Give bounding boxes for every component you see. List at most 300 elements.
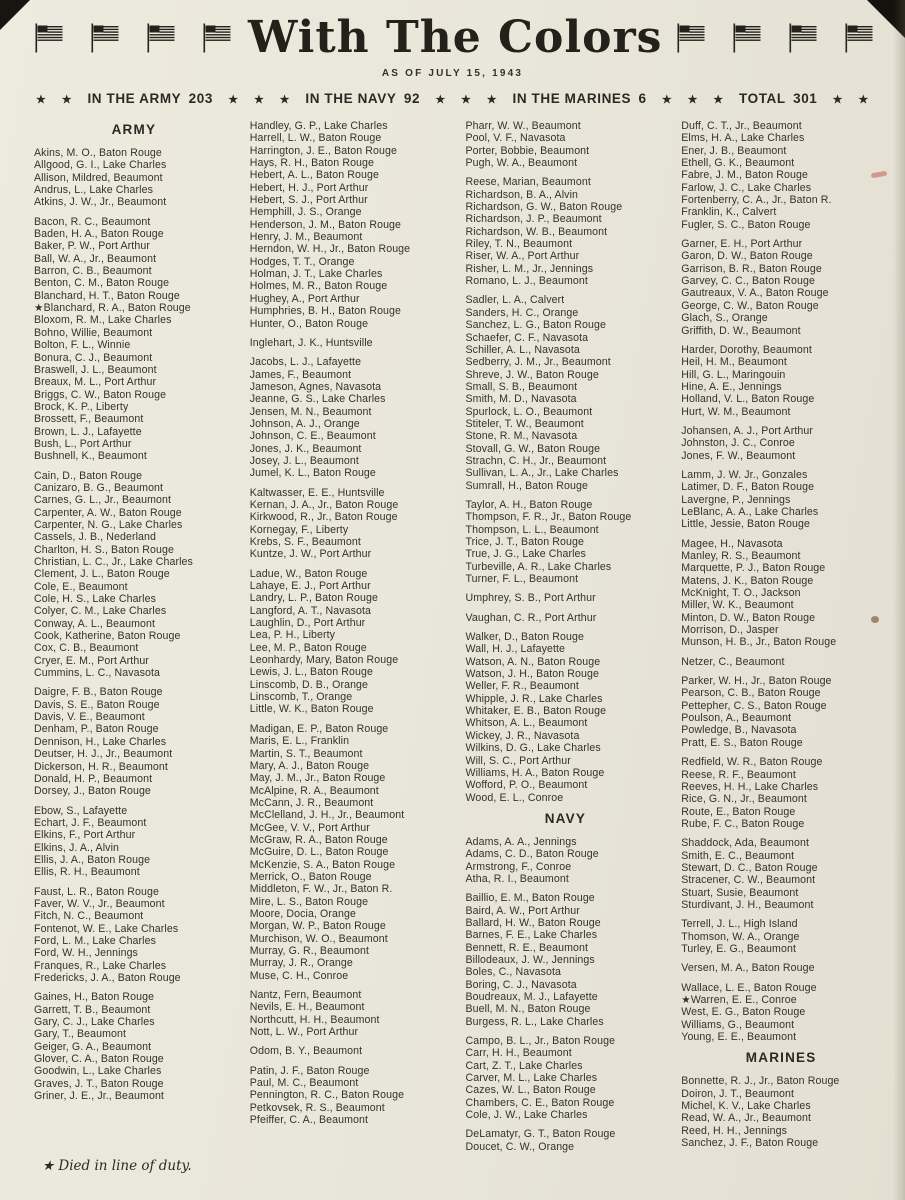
list-item: Stovall, G. W., Baton Rouge	[465, 442, 601, 455]
list-item: Wood, E. L., Conroe	[465, 791, 564, 804]
list-item: Reese, R. F., Beaumont	[681, 768, 796, 781]
list-item: Shaddock, Ada, Beaumont	[681, 837, 809, 850]
flag-group-right	[676, 23, 876, 53]
list-item: Parker, W. H., Jr., Baton Rouge	[681, 675, 832, 688]
list-item: Campo, B. L., Jr., Baton Rouge	[465, 1035, 616, 1048]
list-item: True, J. G., Lake Charles	[465, 548, 586, 561]
list-item: Redfield, W. R., Baton Rouge	[681, 756, 823, 769]
list-item: Whitson, A. L., Beaumont	[465, 717, 588, 730]
list-item: Garrett, T. B., Beaumont	[34, 1003, 151, 1016]
list-item: Briggs, C. W., Baton Rouge	[34, 388, 167, 401]
list-item: Murray, J. R., Orange	[249, 957, 353, 970]
flag-group-left	[34, 23, 234, 53]
list-item: Murchison, W. O., Beaumont	[249, 932, 388, 945]
star-icon: ★	[253, 94, 265, 106]
list-item: Johansen, A. J., Port Arthur	[681, 424, 814, 437]
star-icon: ★	[36, 94, 47, 106]
list-item: Martin, S. T., Beaumont	[249, 747, 363, 760]
list-item: Fortenberry, C. A., Jr., Baton R.	[681, 194, 832, 207]
list-item: Cox, C. B., Beaumont	[34, 642, 139, 655]
list-item: James, F., Beaumont	[249, 368, 352, 381]
name-column	[681, 120, 881, 1160]
star-icon: ★	[228, 94, 239, 106]
list-item: Little, Jessie, Baton Rouge	[681, 518, 810, 531]
list-item: Gaines, H., Baton Rouge	[34, 991, 155, 1004]
flag-icon	[34, 23, 66, 53]
list-item: Mire, L. S., Baton Rouge	[249, 895, 369, 908]
list-item: Johnston, J. C., Conroe	[681, 437, 795, 450]
list-item: Atkins, J. W., Jr., Beaumont	[34, 196, 167, 209]
list-item: Denham, P., Baton Rouge	[34, 723, 159, 736]
list-item: Buell, M. N., Baton Rouge	[465, 1003, 591, 1016]
list-item: Sadler, L. A., Calvert	[465, 294, 565, 307]
list-item: Rice, G. N., Jr., Beaumont	[681, 793, 807, 806]
list-item: Ballard, H. W., Baton Rouge	[465, 916, 601, 929]
list-item: Blanchard, H. T., Baton Rouge	[34, 289, 180, 302]
name-group	[681, 756, 881, 830]
list-item: Nantz, Fern, Beaumont	[249, 989, 362, 1002]
name-column	[466, 120, 666, 1160]
name-group	[466, 836, 666, 885]
list-item: Hurt, W. M., Beaumont	[681, 405, 791, 418]
list-item: Hemphill, J. S., Orange	[249, 206, 362, 219]
list-item: Spurlock, L. O., Beaumont	[465, 405, 593, 418]
list-item: Kirkwood, R., Jr., Baton Rouge	[249, 511, 398, 524]
list-item: Elkins, F., Port Arthur	[34, 829, 136, 842]
stat-entry: IN THE ARMY 203	[87, 91, 213, 106]
list-item: Pharr, W. W., Beaumont	[465, 120, 581, 132]
list-item: Goodwin, L., Lake Charles	[34, 1065, 162, 1078]
list-item: Johnson, C. E., Beaumont	[249, 430, 376, 443]
name-group	[466, 592, 666, 604]
list-item: Weller, F. R., Beaumont	[465, 680, 579, 693]
list-item: Canizaro, B. G., Beaumont	[34, 481, 164, 494]
list-item: Lewis, J. L., Baton Rouge	[249, 666, 373, 679]
list-item: Hebert, S. J., Port Arthur	[249, 194, 368, 207]
name-group	[681, 469, 881, 531]
list-item: Leonhardy, Mary, Baton Rouge	[249, 654, 399, 667]
list-item: Dickerson, H. R., Beaumont	[34, 760, 168, 773]
list-item: Young, E. E., Beaumont	[681, 1031, 797, 1044]
corner-mark	[867, 0, 905, 38]
list-item: Stewart, D. C., Baton Rouge	[681, 861, 818, 874]
list-item: Thompson, L. L., Beaumont	[465, 523, 599, 536]
list-item: Herndon, W. H., Jr., Baton Rouge	[249, 243, 411, 256]
list-item: Garvey, C. C., Baton Rouge	[681, 275, 815, 288]
list-item: Bush, L., Port Arthur	[34, 437, 132, 450]
list-item: ★Blanchard, R. A., Baton Rouge	[34, 302, 191, 315]
list-item: Deutser, H. J., Jr., Beaumont	[34, 748, 173, 761]
list-item: Lahaye, E. J., Port Arthur	[249, 580, 371, 593]
list-item: Christian, L. C., Jr., Lake Charles	[34, 556, 193, 568]
list-item: Elms, H. A., Lake Charles	[681, 132, 805, 145]
list-item: Strachn, C. H., Jr., Beaumont	[465, 454, 607, 467]
flag-icon	[732, 23, 764, 53]
columns	[34, 120, 881, 1160]
list-item: Carr, H. H., Beaumont	[465, 1047, 572, 1060]
list-item: Cart, Z. T., Lake Charles	[465, 1059, 583, 1072]
list-item: Humphries, B. H., Baton Rouge	[249, 305, 402, 318]
name-group	[250, 487, 450, 561]
name-group	[466, 120, 666, 169]
list-item: Smith, M. D., Navasota	[465, 393, 577, 406]
list-item: Barnes, F. E., Lake Charles	[465, 929, 598, 942]
list-item: Hill, G. L., Maringouin	[681, 368, 786, 381]
list-item: Chambers, C. E., Baton Rouge	[465, 1096, 615, 1109]
section-header-marines: MARINES	[745, 1050, 817, 1066]
list-item: Cole, J. W., Lake Charles	[465, 1109, 588, 1122]
flag-icon	[90, 23, 122, 53]
list-item: West, E. G., Baton Rouge	[681, 1006, 806, 1019]
list-item: Johnson, A. J., Orange	[249, 417, 360, 430]
list-item: Reeves, H. H., Lake Charles	[681, 780, 819, 793]
list-item: Cazes, W. L., Baton Rouge	[465, 1084, 596, 1097]
star-icon: ★	[687, 94, 699, 106]
list-item: Nott, L. W., Port Arthur	[249, 1026, 359, 1039]
list-item: Sanchez, L. G., Baton Rouge	[465, 319, 607, 332]
list-item: Sedberry, J. M., Jr., Beaumont	[465, 356, 611, 369]
list-item: Cook, Katherine, Baton Rouge	[34, 630, 181, 643]
list-item: Boring, C. J., Navasota	[465, 978, 577, 991]
list-item: Baird, A. W., Port Arthur	[465, 904, 580, 917]
list-item: Ebow, S., Lafayette	[34, 804, 128, 817]
list-item: Holmes, M. R., Baton Rouge	[249, 280, 388, 293]
star-icon: ★	[858, 94, 869, 106]
list-item: Mary, A. J., Baton Rouge	[249, 759, 370, 772]
list-item: Turley, E. G., Beaumont	[681, 942, 797, 955]
list-item: Kornegay, F., Liberty	[249, 523, 349, 536]
list-item: McClelland, J. H., Jr., Beaumont	[249, 809, 405, 822]
list-item: Carnes, G. L., Jr., Beaumont	[34, 494, 172, 507]
name-group	[681, 1075, 881, 1149]
list-item: Rube, F. C., Baton Rouge	[681, 817, 805, 830]
list-item: Harrell, L. W., Baton Rouge	[249, 132, 382, 145]
list-item: Doiron, J. T., Beaumont	[681, 1087, 795, 1100]
list-item: Langford, A. T., Navasota	[249, 604, 372, 617]
list-item: Ellis, J. A., Baton Rouge	[34, 853, 151, 866]
stat-entry: TOTAL 301	[739, 91, 818, 106]
name-group	[466, 294, 666, 492]
list-item: Wallace, L. E., Baton Rouge	[681, 981, 817, 994]
name-group	[681, 538, 881, 649]
list-item: Romano, L. J., Beaumont	[465, 275, 588, 288]
list-item: Route, E., Baton Rouge	[681, 805, 796, 818]
list-item: Fugler, S. C., Baton Rouge	[681, 218, 811, 231]
list-item: Morgan, W. P., Baton Rouge	[249, 920, 386, 933]
list-item: Armstrong, F., Conroe	[465, 860, 572, 873]
list-item: Josey, J. L., Beaumont	[249, 454, 359, 467]
list-item: Davis, S. E., Baton Rouge	[34, 698, 160, 711]
list-item: Ethell, G. K., Beaumont	[681, 157, 795, 170]
star-icon: ★	[461, 94, 472, 106]
list-item: Wickey, J. R., Navasota	[465, 729, 580, 742]
list-item: Allison, Mildred, Beaumont	[34, 171, 163, 184]
list-item: Trice, J. T., Baton Rouge	[465, 536, 584, 548]
list-item: Bohno, Willie, Beaumont	[34, 326, 153, 339]
list-item: Muse, C. H., Conroe	[249, 969, 349, 982]
list-item: Baker, P. W., Port Arthur	[34, 240, 150, 253]
name-group	[250, 356, 450, 479]
list-item: Boles, C., Navasota	[465, 966, 562, 979]
name-group	[34, 216, 234, 463]
list-item: Adams, A. A., Jennings	[465, 835, 577, 848]
name-group	[250, 1065, 450, 1127]
list-item: Pennington, R. C., Baton Rouge	[249, 1089, 405, 1102]
name-group	[250, 723, 450, 982]
name-group	[681, 238, 881, 337]
list-item: Henderson, J. M., Baton Rouge	[249, 218, 402, 231]
list-item: Jones, F. W., Beaumont	[681, 449, 796, 462]
list-item: Gary, T., Beaumont	[34, 1028, 127, 1041]
list-item: Glover, C. A., Baton Rouge	[34, 1053, 164, 1066]
star-icon: ★	[832, 94, 844, 106]
list-item: McGee, V. V., Port Arthur	[249, 821, 370, 834]
list-item: Ball, W. A., Jr., Beaumont	[34, 252, 157, 265]
list-item: Stiteler, T. W., Beaumont	[465, 417, 584, 430]
list-item: Patin, J. F., Baton Rouge	[249, 1064, 370, 1077]
list-item: McCann, J. R., Beaumont	[249, 796, 374, 809]
list-item: Thomson, W. A., Orange	[681, 930, 800, 943]
list-item: Cole, E., Beaumont	[34, 580, 128, 593]
list-item: Hebert, H. J., Port Arthur	[249, 181, 369, 194]
list-item: Boudreaux, M. J., Lafayette	[465, 991, 598, 1003]
star-icon: ★	[435, 94, 446, 106]
list-item: Harder, Dorothy, Beaumont	[681, 343, 812, 356]
list-item: Will, S. C., Port Arthur	[465, 754, 571, 767]
list-item: Turbeville, A. R., Lake Charles	[465, 560, 612, 573]
list-item: Whipple, J. R., Lake Charles	[465, 692, 603, 705]
list-item: Jacobs, L. J., Lafayette	[249, 356, 362, 369]
page-title: With The Colors	[248, 12, 663, 63]
masthead	[0, 0, 905, 63]
list-item: Marquette, P. J., Baton Rouge	[681, 562, 826, 575]
flag-icon	[676, 23, 708, 53]
stats-row	[36, 91, 869, 106]
list-item: Latimer, D. F., Baton Rouge	[681, 481, 815, 494]
list-item: Inglehart, J. K., Huntsville	[249, 336, 373, 349]
list-item: Akins, M. O., Baton Rouge	[34, 147, 162, 159]
list-item: George, C. W., Baton Rouge	[681, 299, 819, 312]
name-group	[466, 1035, 666, 1121]
name-group	[681, 344, 881, 418]
stat-entry: IN THE MARINES 6	[512, 91, 647, 106]
list-item: Bonnette, R. J., Jr., Baton Rouge	[681, 1075, 840, 1088]
list-item: Fabre, J. M., Baton Rouge	[681, 169, 808, 182]
name-group	[466, 1128, 666, 1153]
list-item: Murray, G. R., Beaumont	[249, 945, 370, 957]
list-item: Lee, M. P., Baton Rouge	[249, 641, 367, 654]
list-item: DeLamatyr, G. T., Baton Rouge	[465, 1128, 616, 1141]
name-group	[466, 631, 666, 804]
list-item: Schaefer, C. F., Navasota	[465, 331, 589, 344]
list-item: Garrison, B. R., Baton Rouge	[681, 262, 822, 275]
list-item: Powledge, B., Navasota	[681, 724, 797, 737]
list-item: Riser, W. A., Port Arthur	[465, 250, 580, 263]
list-item: Pratt, E. S., Baton Rouge	[681, 736, 803, 749]
list-item: Barron, C. B., Beaumont	[34, 265, 152, 278]
list-item: Bloxom, R. M., Lake Charles	[34, 314, 172, 327]
list-item: Brock, K. P., Liberty	[34, 400, 129, 413]
list-item: Donald, H. P., Beaumont	[34, 772, 153, 785]
list-item: Baillio, E. M., Baton Rouge	[465, 892, 595, 905]
list-item: Watson, J. H., Baton Rouge	[465, 668, 600, 681]
name-group	[681, 656, 881, 668]
list-item: Faust, L. R., Baton Rouge	[34, 885, 159, 898]
list-item: Bolton, F. L., Winnie	[34, 339, 131, 352]
list-item: Sanchez, J. F., Baton Rouge	[681, 1137, 819, 1150]
list-item: Laughlin, D., Port Arthur	[249, 617, 366, 630]
list-item: Gautreaux, V. A., Baton Rouge	[681, 287, 829, 300]
star-icon: ★	[486, 94, 498, 106]
list-item: Whitaker, E. B., Baton Rouge	[465, 705, 607, 718]
list-item: Franques, R., Lake Charles	[34, 959, 167, 972]
name-group	[681, 837, 881, 911]
list-item: Fitch, N. C., Beaumont	[34, 910, 144, 923]
list-item: Magee, H., Navasota	[681, 537, 783, 550]
list-item: McGuire, D. L., Baton Rouge	[249, 846, 389, 859]
list-item: Matens, J. K., Baton Rouge	[681, 574, 814, 587]
list-item: Bennett, R. E., Beaumont	[465, 941, 589, 954]
list-item: Fredericks, J. A., Baton Rouge	[34, 972, 181, 984]
list-item: Munson, H. B., Jr., Baton Rouge	[681, 636, 837, 649]
list-item: Reed, H. H., Jennings	[681, 1124, 787, 1137]
list-item: Cole, H. S., Lake Charles	[34, 593, 157, 606]
list-item: Poulson, A., Beaumont	[681, 712, 792, 725]
list-item: Clement, J. L., Baton Rouge	[34, 568, 170, 581]
list-item: Read, W. A., Jr., Beaumont	[681, 1112, 812, 1125]
list-item: Moore, Docia, Orange	[249, 907, 356, 920]
list-item: McKenzie, S. A., Baton Rouge	[249, 858, 396, 871]
list-item: Shreve, J. W., Baton Rouge	[465, 368, 599, 381]
list-item: Graves, J. T., Baton Rouge	[34, 1077, 164, 1090]
list-item: Odom, B. Y., Beaumont	[249, 1045, 363, 1058]
as-of-date: AS OF JULY 15, 1943	[381, 68, 524, 79]
list-item: Versen, M. A., Baton Rouge	[681, 962, 815, 975]
list-item: Pearson, C. B., Baton Rouge	[681, 687, 821, 700]
stat-entry: IN THE NAVY 92	[305, 91, 421, 106]
name-group	[250, 989, 450, 1038]
list-item: Netzer, C., Beaumont	[681, 655, 785, 668]
star-icon: ★	[279, 94, 291, 106]
list-item: Landry, L. P., Baton Rouge	[249, 592, 378, 605]
list-item: Ellis, R. H., Beaumont	[34, 866, 140, 879]
corner-mark	[0, 0, 30, 30]
list-item: Andrus, L., Lake Charles	[34, 184, 153, 197]
name-group	[34, 147, 234, 209]
list-item: Hodges, T. T., Orange	[249, 255, 355, 268]
list-item: Small, S. B., Beaumont	[465, 380, 578, 393]
list-item: Bacon, R. C., Beaumont	[34, 215, 151, 228]
list-item: Carver, M. L., Lake Charles	[465, 1072, 598, 1085]
list-item: Holman, J. T., Lake Charles	[249, 268, 383, 281]
list-item: Smith, E. C., Beaumont	[681, 849, 795, 862]
list-item: Williams, H. A., Baton Rouge	[465, 766, 605, 779]
section-header-navy: NAVY	[544, 810, 587, 826]
list-item: Cryer, E. M., Port Arthur	[34, 654, 149, 667]
name-group	[681, 918, 881, 955]
list-item: Riley, T. N., Beaumont	[465, 238, 573, 251]
name-column	[34, 120, 234, 1160]
list-item: McGraw, R. A., Baton Rouge	[249, 833, 388, 846]
name-group	[681, 982, 881, 1044]
list-item: Jones, J. K., Beaumont	[249, 442, 362, 455]
list-item: Manley, R. S., Beaumont	[681, 550, 801, 562]
list-item: Kernan, J. A., Jr., Baton Rouge	[249, 498, 399, 511]
list-item: Hays, R. H., Baton Rouge	[249, 157, 375, 170]
list-item: Duff, C. T., Jr., Beaumont	[681, 120, 802, 132]
list-item: Reese, Marian, Beaumont	[465, 176, 591, 189]
flag-icon	[202, 23, 234, 53]
list-item: Richardson, J. P., Beaumont	[465, 213, 602, 226]
list-item: Richardson, W. B., Beaumont	[465, 225, 608, 238]
list-item: McKnight, T. O., Jackson	[681, 587, 801, 600]
name-group	[681, 425, 881, 462]
list-item: Hine, A. E., Jennings	[681, 380, 782, 393]
list-item: Jumel, K. L., Baton Rouge	[249, 467, 376, 480]
name-group	[250, 1045, 450, 1057]
list-item: Hunter, O., Baton Rouge	[249, 317, 369, 330]
section-header-army: ARMY	[111, 122, 157, 137]
list-item: Atha, R. I., Beaumont	[465, 872, 569, 885]
name-group	[34, 991, 234, 1102]
list-item: Turner, F. L., Beaumont	[465, 573, 579, 586]
list-item: Schiller, A. L., Navasota	[465, 343, 580, 356]
name-group	[466, 892, 666, 1028]
name-group	[681, 120, 881, 231]
list-item: Stuart, Susie, Beaumont	[681, 886, 799, 899]
name-group	[250, 337, 450, 349]
list-item: Carpenter, A. W., Baton Rouge	[34, 506, 182, 519]
list-item: Hebert, A. L., Baton Rouge	[249, 169, 379, 182]
name-group	[466, 176, 666, 287]
list-item: Pool, V. F., Navasota	[465, 132, 566, 145]
list-item: Miller, W. K., Beaumont	[681, 599, 794, 612]
list-item: Geiger, G. A., Beaumont	[34, 1040, 152, 1053]
list-item: Heil, H. M., Beaumont	[681, 356, 787, 369]
list-item: Ladue, W., Baton Rouge	[249, 567, 368, 580]
list-item: Carpenter, N. G., Lake Charles	[34, 518, 183, 531]
list-item: Daigre, F. B., Baton Rouge	[34, 686, 163, 699]
list-item: Pugh, W. A., Beaumont	[465, 157, 578, 170]
list-item: Pfeiffer, C. A., Beaumont	[249, 1114, 369, 1127]
list-item: Brown, L. J., Lafayette	[34, 425, 142, 438]
list-item: ★Warren, E. E., Conroe	[681, 994, 797, 1006]
name-group	[681, 962, 881, 974]
list-item: Northcutt, H. H., Beaumont	[249, 1013, 380, 1026]
list-item: Morrison, D., Jasper	[681, 624, 779, 637]
list-item: Kuntze, J. W., Port Arthur	[249, 548, 372, 561]
list-item: Cassels, J. B., Nederland	[34, 531, 157, 544]
list-item: Harrington, J. E., Baton Rouge	[249, 144, 398, 157]
list-item: Little, W. K., Baton Rouge	[249, 703, 374, 716]
flag-icon	[788, 23, 820, 53]
flag-icon	[146, 23, 178, 53]
list-item: Griner, J. E., Jr., Beaumont	[34, 1090, 164, 1103]
list-item: Umphrey, S. B., Port Arthur	[465, 592, 596, 605]
name-group	[34, 886, 234, 985]
list-item: Taylor, A. H., Baton Rouge	[465, 498, 593, 511]
list-item: Gary, C. J., Lake Charles	[34, 1016, 155, 1029]
name-group	[34, 686, 234, 797]
list-item: Sturdivant, J. H., Beaumont	[681, 898, 814, 911]
list-item: Jensen, M. N., Beaumont	[249, 405, 372, 418]
list-item: Thompson, F. R., Jr., Baton Rouge	[465, 511, 632, 524]
list-item: Holland, V. L., Baton Rouge	[681, 393, 815, 406]
list-item: Linscomb, T., Orange	[249, 691, 353, 704]
list-item: Williams, G., Beaumont	[681, 1018, 795, 1031]
list-item: Minton, D. W., Baton Rouge	[681, 611, 816, 624]
list-item: Wofford, P. O., Beaumont	[465, 779, 588, 792]
